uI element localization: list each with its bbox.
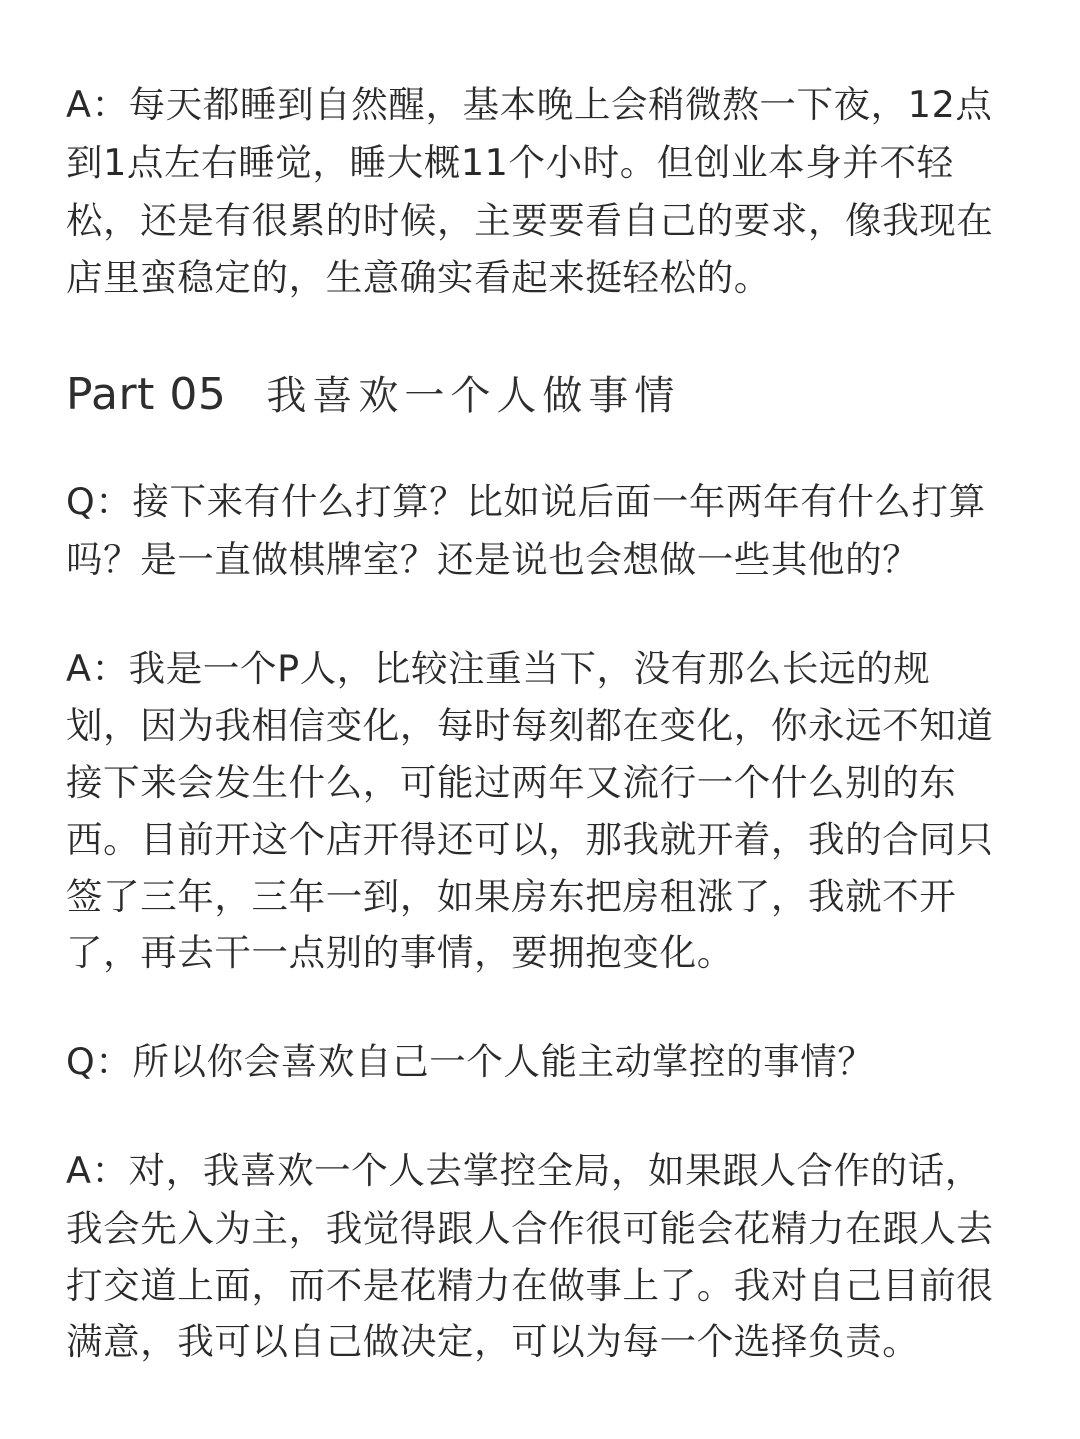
- paragraph-line: 了，再去干一点别的事情，要拥抱变化。: [66, 931, 734, 974]
- paragraph-line: A：每天都睡到自然醒，基本晚上会稍微熬一下夜，12点: [66, 83, 993, 126]
- paragraph-line: 松，还是有很累的时候，主要要看自己的要求，像我现在: [66, 199, 994, 242]
- section-heading: [66, 364, 680, 421]
- paragraph-line: 满意，我可以自己做决定，可以为每一个选择负责。: [66, 1320, 920, 1363]
- paragraph-line: 店里蛮稳定的，生意确实看起来挺轻松的。: [66, 256, 771, 299]
- paragraph-line: 划，因为我相信变化，每时每刻都在变化，你永远不知道: [66, 704, 994, 747]
- paragraph-line: 签了三年，三年一到，如果房东把房租涨了，我就不开: [66, 875, 957, 918]
- paragraph-line: Q：所以你会喜欢自己一个人能主动掌控的事情？: [66, 1040, 875, 1083]
- paragraph-line: A：对，我喜欢一个人去掌控全局，如果跟人合作的话，: [66, 1149, 982, 1192]
- paragraph-line: 我会先入为主，我觉得跟人合作很可能会花精力在跟人去: [66, 1207, 994, 1250]
- paragraph-line: 打交道上面，而不是花精力在做事上了。我对自己目前很: [66, 1264, 994, 1307]
- section-title: 我喜欢一个人做事情: [266, 373, 681, 419]
- paragraph-line: 到1点左右睡觉，睡大概11个小时。但创业本身并不轻: [66, 141, 954, 184]
- paragraph-line: 西。目前开这个店开得还可以，那我就开着，我的合同只: [66, 818, 994, 861]
- paragraph-line: 吗？是一直做棋牌室？还是说也会想做一些其他的？: [66, 538, 920, 581]
- paragraph-line: Q：接下来有什么打算？比如说后面一年两年有什么打算: [66, 480, 986, 523]
- paragraph-line: 接下来会发生什么，可能过两年又流行一个什么别的东: [66, 761, 957, 804]
- paragraph-line: A：我是一个P人，比较注重当下，没有那么长远的规: [66, 647, 931, 690]
- section-part-number: Part 05: [66, 369, 227, 420]
